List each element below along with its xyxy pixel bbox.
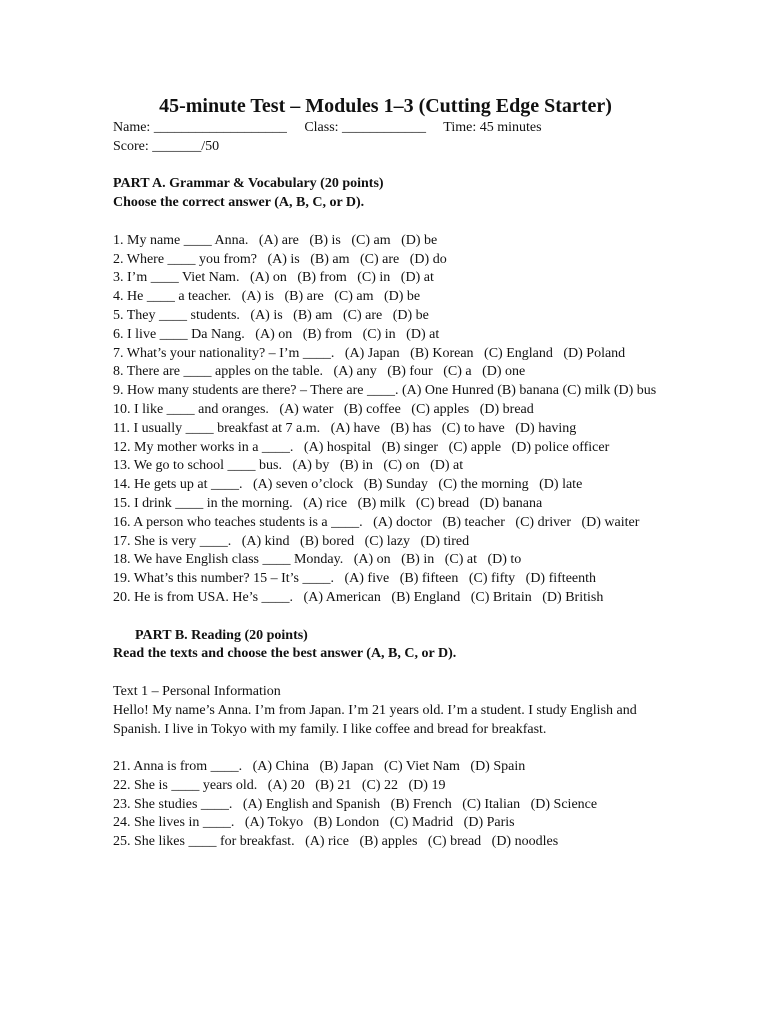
question-8: 8. There are ____ apples on the table. (A) any (B) four (C) a (D) one — [113, 364, 526, 380]
question-7: 7. What’s your nationality? – I’m ____. (A) Japan (B) Korean (C) England (D) Poland — [113, 345, 626, 361]
name-class-time-line: Name: ___________________ Class: ____________ Time: 45 minutes — [113, 120, 542, 135]
question-17: 17. She is very ____. (A) kind (B) bored (C) lazy (D) tired — [113, 533, 470, 549]
question-16: 16. A person who teaches students is a ____. (A) doctor (B) teacher (C) driver (D) waiter — [113, 514, 640, 530]
question-9: 9. How many students are there? – There are ____. (A) One Hunred (B) banana (C) milk (D) bus — [113, 383, 657, 399]
question-19: 19. What’s this number? 15 – It’s ____. (A) five (B) fifteen (C) fifty (D) fifteenth — [113, 571, 597, 587]
question-6: 6. I live ____ Da Nang. (A) on (B) from (C) in (D) at — [113, 326, 440, 342]
question-18: 18. We have English class ____ Monday. (A) on (B) in (C) at (D) to — [113, 552, 522, 568]
question-24: 24. She lives in ____. (A) Tokyo (B) London (C) Madrid (D) Paris — [113, 815, 515, 831]
part-b-heading: PART B. Reading (20 points) — [135, 627, 308, 643]
score-line: Score: _______/50 — [113, 138, 220, 154]
question-3: 3. I’m ____ Viet Nam. (A) on (B) from (C) in (D) at — [113, 270, 434, 286]
question-11: 11. I usually ____ breakfast at 7 a.m. (A) have (B) has (C) to have (D) having — [113, 420, 577, 436]
text-1-body: Hello! My name’s Anna. I’m from Japan. I’m 21 years old. I’m a student. I study English and Spanish. I live in Tokyo with my family. I like coffee and bread for breakfast. — [113, 702, 637, 737]
question-15: 15. I drink ____ in the morning. (A) rice (B) milk (C) bread (D) banana — [113, 495, 543, 511]
page-title: 45-minute Test – Modules 1–3 (Cutting Edge Starter) — [159, 95, 612, 117]
question-21: 21. Anna is from ____. (A) China (B) Japan (C) Viet Nam (D) Spain — [113, 759, 526, 775]
part-a-heading: PART A. Grammar & Vocabulary (20 points) — [113, 176, 384, 192]
part-b-instruction: Read the texts and choose the best answer (A, B, C, or D). — [113, 646, 457, 662]
question-12: 12. My mother works in a ____. (A) hospital (B) singer (C) apple (D) police officer — [113, 439, 610, 455]
question-23: 23. She studies ____. (A) English and Spanish (B) French (C) Italian (D) Science — [113, 796, 598, 812]
test-body — [113, 119, 658, 852]
question-14: 14. He gets up at ____. (A) seven o’clock (B) Sunday (C) the morning (D) late — [113, 477, 583, 493]
question-10: 10. I like ____ and oranges. (A) water (B) coffee (C) apples (D) bread — [113, 401, 534, 417]
question-20: 20. He is from USA. He’s ____. (A) American (B) England (C) Britain (D) British — [113, 589, 604, 605]
part-a-question-list — [113, 232, 658, 608]
part-b-question-list — [113, 758, 658, 852]
question-2: 2. Where ____ you from? (A) is (B) am (C) are (D) do — [113, 251, 447, 267]
question-25: 25. She likes ____ for breakfast. (A) rice (B) apples (C) bread (D) noodles — [113, 834, 559, 850]
question-5: 5. They ____ students. (A) is (B) am (C) are (D) be — [113, 307, 429, 323]
question-1: 1. My name ____ Anna. (A) are (B) is (C) am (D) be — [113, 232, 438, 248]
question-22: 22. She is ____ years old. (A) 20 (B) 21 (C) 22 (D) 19 — [113, 777, 446, 793]
question-4: 4. He ____ a teacher. (A) is (B) are (C) am (D) be — [113, 289, 421, 305]
text-1-title: Text 1 – Personal Information — [113, 683, 281, 699]
question-13: 13. We go to school ____ bus. (A) by (B) in (C) on (D) at — [113, 458, 464, 474]
part-a-instruction: Choose the correct answer (A, B, C, or D). — [113, 195, 365, 211]
